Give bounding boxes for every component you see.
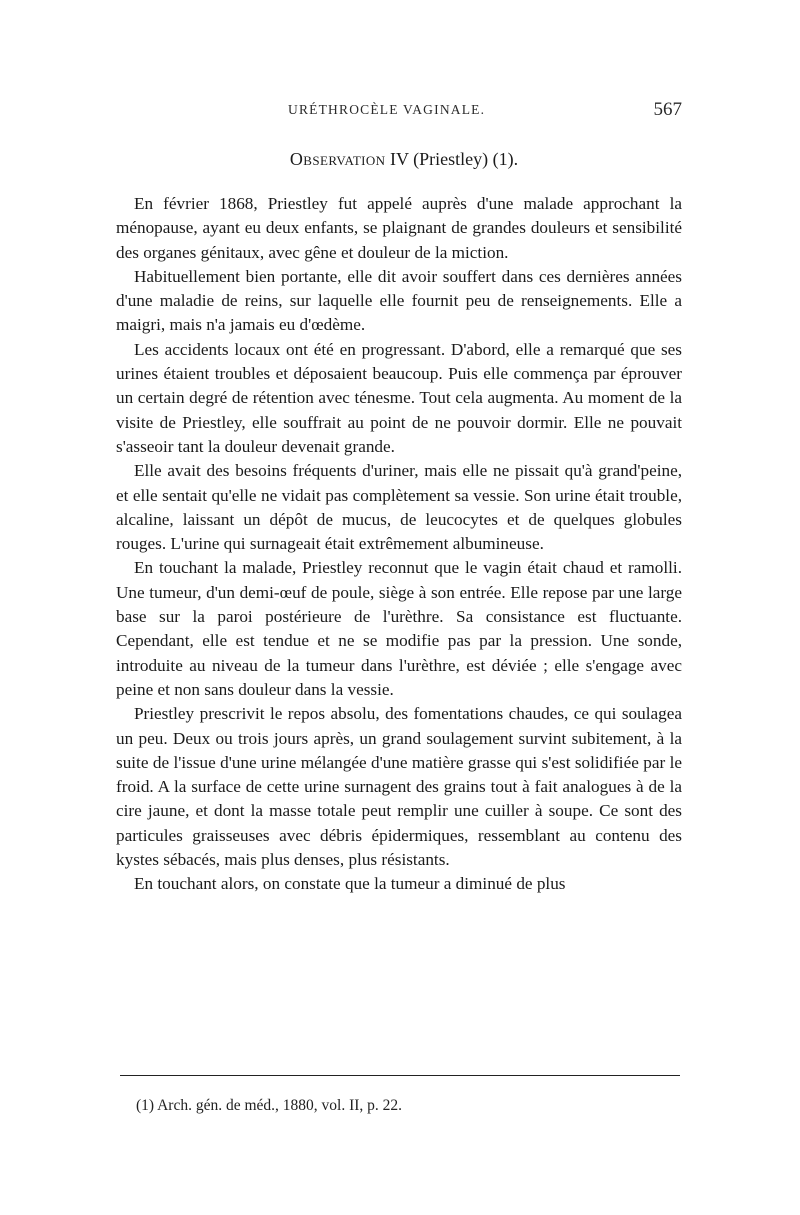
paragraph-1: En février 1868, Priestley fut appelé auprès d'une malade approchant la ménopause, ayant eu deux enfants, se plaignant de grandes douleurs et sensibilité des organes génitaux, avec gêne et douleur de la miction. [116,194,682,262]
footnote: (1) Arch. gén. de méd., 1880, vol. II, p. 22. [136,1097,403,1114]
paragraph-3: Les accidents locaux ont été en progressant. D'abord, elle a remarqué que ses urines étaient troubles et déposaient beaucoup. Puis elle commença par éprouver un certain degré de rétention avec ténesme. Tout cela augmenta. Au moment de la visite de Priestley, elle souffrait au point de ne pouvoir dormir. Elle ne pouvait s'asseoir tant la douleur devenait grande. [116,339,682,456]
paragraph-2: Habituellement bien portante, elle dit avoir souffert dans ces dernières années d'une maladie de reins, sur laquelle elle fournit peu de renseignements. Elle a maigri, mais n'a jamais eu d'œdème. [116,266,682,335]
paragraph-4: Elle avait des besoins fréquents d'uriner, mais elle ne pissait qu'à grand'peine, et elle sentait qu'elle ne vidait pas complètement sa vessie. Son urine était trouble, alcaline, laissant un dépôt de mucus, de leucocytes et de quelques globules rouges. L'urine qui surnageait était extrêmement albumineuse. [116,461,682,554]
page-number: 567 [653,99,682,120]
running-title: URÉTHROCÈLE VAGINALE. [288,102,486,117]
observation-heading [116,149,682,170]
paragraph-5: En touchant la malade, Priestley reconnut que le vagin était chaud et ramolli. Une tumeur, d'un demi-œuf de poule, siège à son entrée. Elle repose par une large base sur la paroi postérieure de l'urèthre. Sa consistance est fluctuante. Cependant, elle est tendue et ne se modifie pas par la pression. Une sonde, introduite au niveau de la tumeur dans l'urèthre, est déviée ; elle s'engage avec peine et non sans douleur dans la vessie. [116,558,682,699]
body-text [116,192,682,897]
running-header [116,99,682,123]
paragraph-7: En touchant alors, on constate que la tumeur a diminué de plus [134,874,566,894]
observation-author: (Priestley) (1). [413,149,519,169]
footnote-divider [120,1075,680,1076]
paragraph-6: Priestley prescrivit le repos absolu, des fomentations chaudes, ce qui soulagea un peu. Deux ou trois jours après, un grand soulagement survint subitement, à la suite de l'issue d'une urine mélangée d'une matière grasse qui s'est solidifiée par le froid. A la surface de cette urine surnagent des grains tout à fait analogues à de la cire jaune, et dont la masse totale peut remplir une cuiller à soupe. Ce sont des particules graisseuses avec débris épidermiques, ressemblant au contenu des kystes sébacés, mais plus denses, plus résistants. [116,704,682,870]
observation-label: Observation [289,149,386,169]
observation-number: IV [389,149,409,169]
